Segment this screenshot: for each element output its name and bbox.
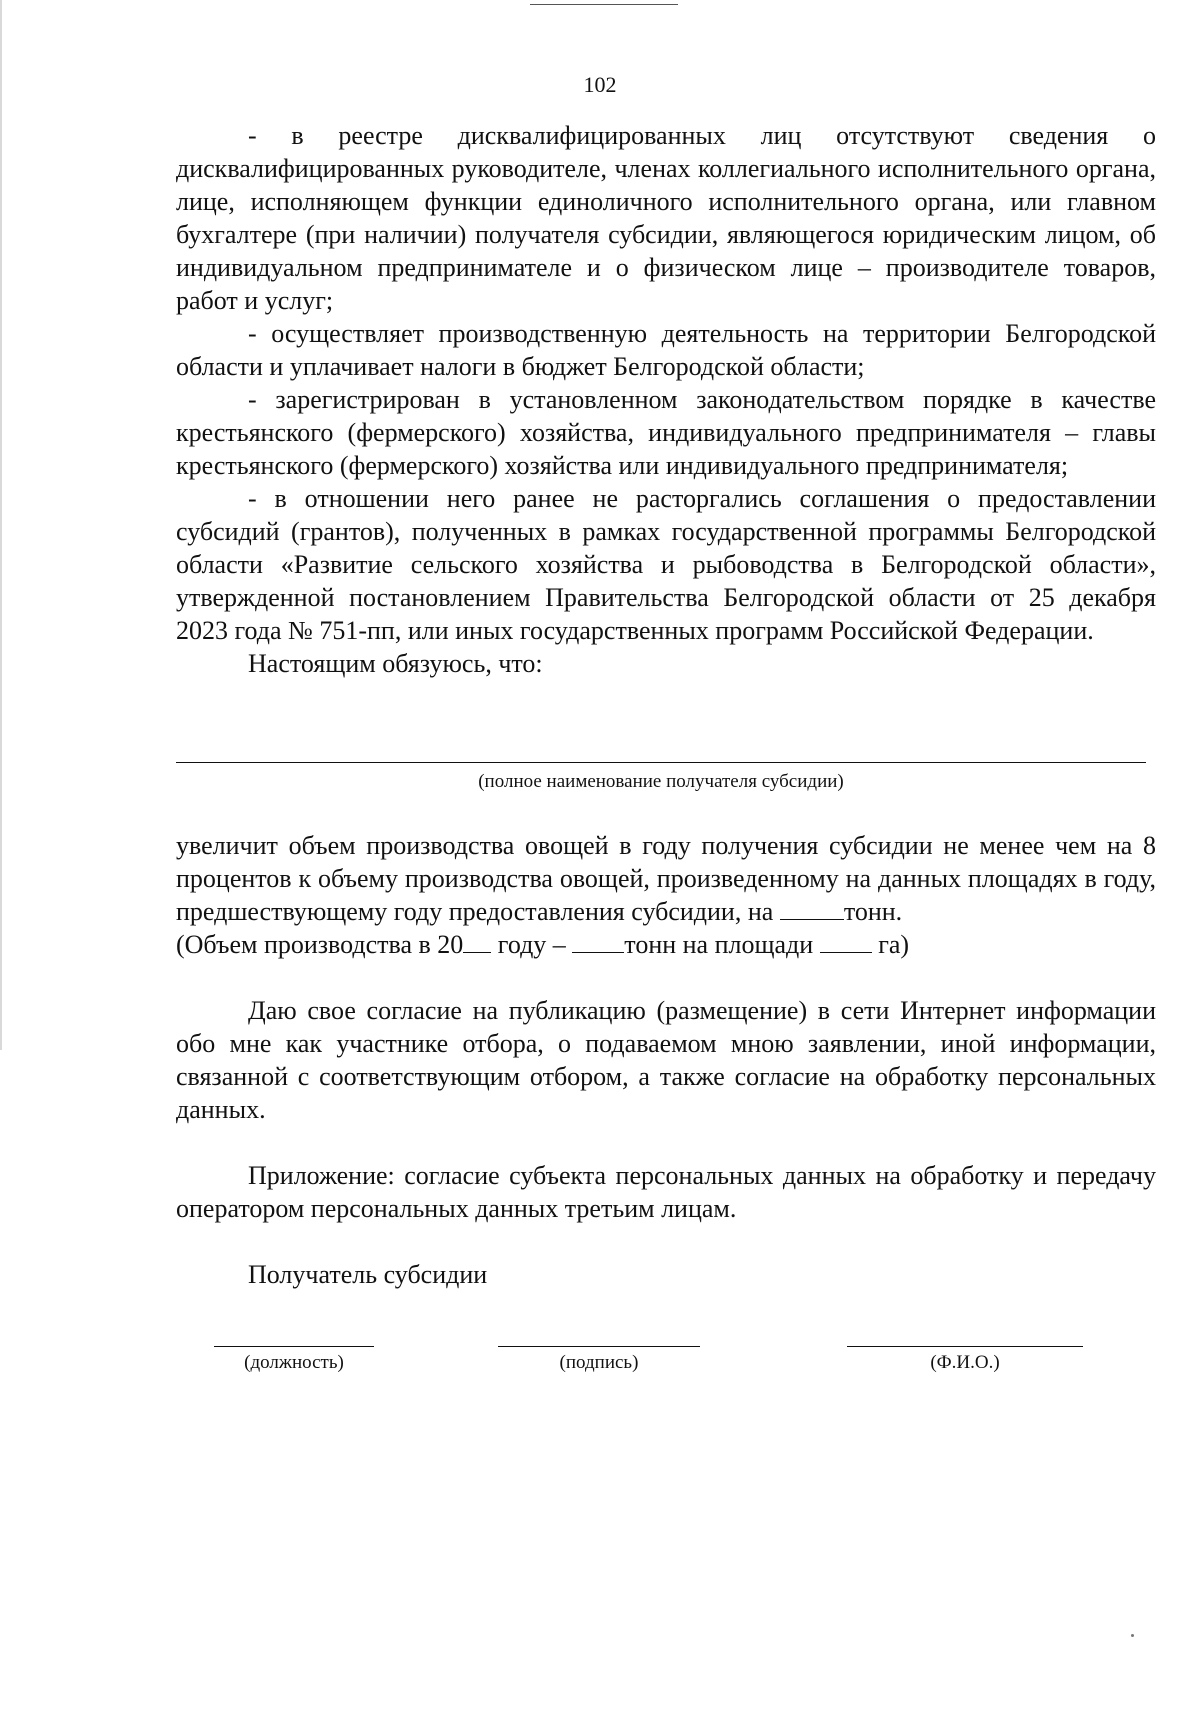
spacer — [176, 1225, 1156, 1258]
page-number: 102 — [583, 72, 617, 97]
signature-field-line[interactable] — [498, 1346, 700, 1347]
area-blank[interactable] — [820, 930, 872, 953]
position-caption: (должность) — [244, 1352, 344, 1373]
name-field-line[interactable] — [847, 1346, 1083, 1347]
obligation-text: увеличит объем производства овощей в году получения субсидии не менее чем на 8 процентов к объему производства овощей, произведенному на данных площадях в году, предшествующему году предоставления субсидии, на — [176, 831, 1156, 926]
paragraph-obligation-intro: Настоящим обязуюсь, что: — [248, 649, 543, 678]
paragraph-registration: - зарегистрирован в установленном законодательством порядке в качестве крестьянского (фермерского) хозяйства, индивидуального предпринимателя – главы крестьянского (фермерского) хозяйства или индивидуального предпринимателя; — [176, 385, 1156, 480]
volume-text-3: тонн на площади — [624, 930, 820, 959]
volume-blank[interactable] — [572, 930, 624, 953]
scan-speck — [1131, 1634, 1134, 1637]
scan-left-edge — [0, 0, 2, 1050]
spacer — [176, 1126, 1156, 1159]
paragraph-production-activity: - осуществляет производственную деятельность на территории Белгородской области и уплачивает налоги в бюджет Белгородской области; — [176, 319, 1156, 381]
tonnage-blank[interactable] — [780, 897, 844, 920]
document-body-top — [176, 119, 1156, 680]
paragraph-consent: Даю свое согласие на публикацию (размещение) в сети Интернет информации обо мне как участнике отбора, о подаваемом мною заявлении, иной информации, связанной с соответствующим отбором, а также согласие на обработку персональных данных. — [176, 996, 1156, 1124]
volume-text-4: га) — [871, 930, 910, 959]
paragraph-obligation — [176, 829, 1156, 928]
year-blank[interactable] — [463, 930, 491, 953]
recipient-label: Получатель субсидии — [248, 1260, 488, 1289]
paragraph-attachment: Приложение: согласие субъекта персональных данных на обработку и передачу оператором персональных данных третьим лицам. — [176, 1161, 1156, 1223]
volume-text-2: году – — [491, 930, 573, 959]
volume-text-1: (Объем производства в 20 — [176, 930, 464, 959]
recipient-name-field-line[interactable] — [176, 762, 1146, 763]
tonnage-unit: тонн. — [843, 897, 903, 926]
document-body-bottom — [176, 829, 1156, 1291]
paragraph-disqualified-registry: - в реестре дисквалифицированных лиц отсутствуют сведения о дисквалифицированных руководителе, членах коллегиального исполнительного органа, лице, исполняющем функции единоличного исполнительного органа, или главном бухгалтере (при наличии) получателя субсидии, являющегося юридическим лицом, об индивидуальном предпринимателе и о физическом лице – производителе товаров, работ и услуг; — [176, 121, 1156, 315]
name-caption: (Ф.И.О.) — [930, 1352, 1000, 1373]
spacer — [176, 961, 1156, 994]
position-field-line[interactable] — [214, 1346, 374, 1347]
top-edge-rule — [530, 4, 678, 5]
paragraph-volume — [176, 928, 1156, 961]
signature-caption: (подпись) — [559, 1352, 639, 1373]
recipient-name-caption: (полное наименование получателя субсидии) — [478, 771, 844, 792]
paragraph-no-terminated-agreements: - в отношении него ранее не расторгались соглашения о предоставлении субсидий (грантов), полученных в рамках государственной программы Белгородской области «Развитие сельского хозяйства и рыбоводства в Белгородской области», утвержденной постановлением Правительства Белгородской области от 25 декабря 2023 года № 751-пп, или иных государственных программ Российской Федерации. — [176, 484, 1156, 645]
